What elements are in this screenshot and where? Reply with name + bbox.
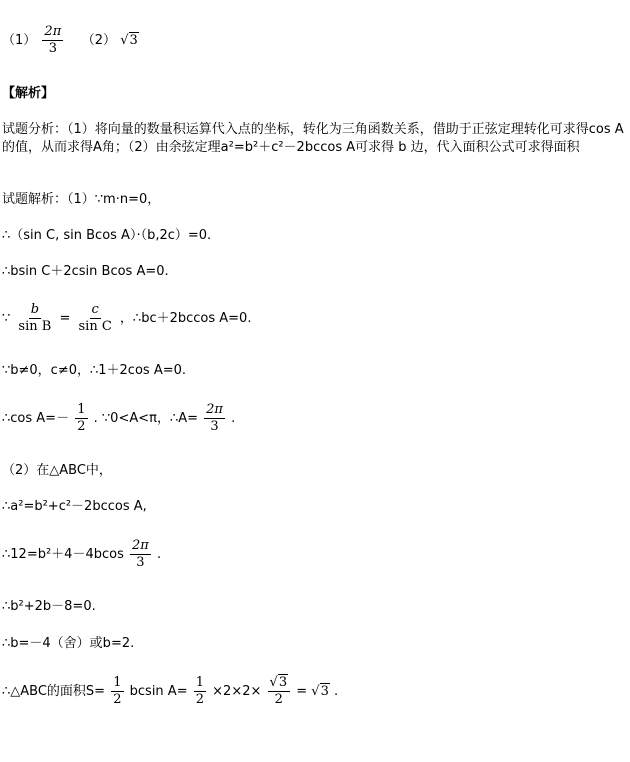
fraction-denominator: 3	[210, 419, 219, 434]
fraction-numerator: c	[91, 302, 99, 317]
fraction-numerator: 2π	[206, 402, 223, 417]
analysis-heading: 【解析】	[2, 86, 55, 101]
sqrt-radicand: 3	[320, 684, 329, 699]
fraction-numerator: 2π	[44, 24, 62, 39]
step-1: 试题解析：（1）∵m·n=0，	[2, 192, 161, 207]
fraction-one-half	[194, 675, 206, 708]
step4-prefix: ∵	[2, 311, 11, 326]
fraction-one-half	[111, 675, 123, 708]
step9-prefix: ∴12=b²＋4－4bcos	[2, 547, 124, 562]
fraction-numerator: b	[30, 302, 40, 317]
step12-prefix: ∴△ABC的面积S=	[2, 684, 106, 699]
fraction-numerator: 1	[113, 675, 122, 690]
step4-suffix: ，∴bc＋2bccos A=0.	[119, 311, 252, 326]
result-sqrt: √3	[311, 684, 329, 699]
fraction-sqrt3-over-two	[268, 675, 291, 708]
fraction-b-over-sinB	[16, 302, 53, 335]
step-7: （2）在△ABC中，	[2, 463, 112, 478]
step9-suffix: .	[156, 547, 162, 562]
fraction-numerator: 1	[195, 675, 205, 690]
step6-prefix: ∴cos A=－	[2, 411, 70, 426]
fraction-numerator: 1	[77, 402, 86, 417]
sqrt-radicand: 3	[129, 33, 138, 48]
answer1-fraction	[42, 24, 63, 57]
fraction-c-over-sinC	[77, 302, 114, 335]
fraction-denominator: 2	[195, 692, 205, 707]
step6-suffix: .	[231, 411, 236, 426]
fraction-one-half	[75, 402, 87, 435]
fraction-two-pi-over-three	[130, 538, 151, 571]
fraction-numerator: √3	[268, 675, 291, 692]
equals-sign: =	[296, 684, 308, 699]
fraction-denominator: 2	[77, 419, 86, 434]
step-8: ∴a²=b²+c²－2bccos A,	[2, 499, 147, 514]
fraction-numerator: 2π	[131, 538, 149, 553]
fraction-denominator: 3	[48, 41, 57, 56]
equals-sign: =	[59, 311, 71, 326]
step-6	[2, 402, 235, 435]
step6-middle: . ∵0<A<π，∴A=	[93, 411, 199, 426]
sqrt-radicand: 3	[278, 675, 288, 690]
fraction-denominator: 3	[136, 555, 145, 570]
answer-line	[2, 24, 139, 57]
step-2: ∴（sin C, sin Bcos A）·（b,2c）=0.	[2, 228, 212, 243]
step-12	[2, 675, 338, 708]
step-9	[2, 538, 161, 571]
part2-label: （2）	[81, 33, 117, 48]
step12-middle-1: bcsin A=	[129, 684, 188, 699]
answer2-sqrt: √3	[120, 33, 138, 48]
fraction-denominator: 2	[274, 692, 283, 707]
fraction-denominator: sin B	[18, 319, 52, 334]
step12-suffix: .	[334, 684, 339, 699]
fraction-denominator: sin C	[78, 319, 112, 334]
step-4	[2, 302, 251, 335]
step-11: ∴b=－4（舍）或b=2.	[2, 636, 135, 651]
fraction-denominator: 2	[113, 692, 122, 707]
part1-label: （1）	[2, 33, 37, 48]
analysis-idea: 试题分析：（1）将向量的数量积运算代入点的坐标，转化为三角函数关系，借助于正弦定理转化可求得cos A的值，从而求得A角；（2）由余弦定理a²=b²＋c²－2bccos A可求得 b 边，代入面积公式可求得面积	[2, 122, 624, 155]
step-3: ∴bsin C＋2csin Bcos A=0.	[2, 264, 169, 279]
step-5: ∵b≠0，c≠0，∴1＋2cos A=0.	[2, 363, 187, 378]
step-10: ∴b²+2b－8=0.	[2, 599, 96, 614]
step12-middle-2: ×2×2×	[212, 684, 262, 699]
fraction-two-pi-over-three	[204, 402, 225, 435]
